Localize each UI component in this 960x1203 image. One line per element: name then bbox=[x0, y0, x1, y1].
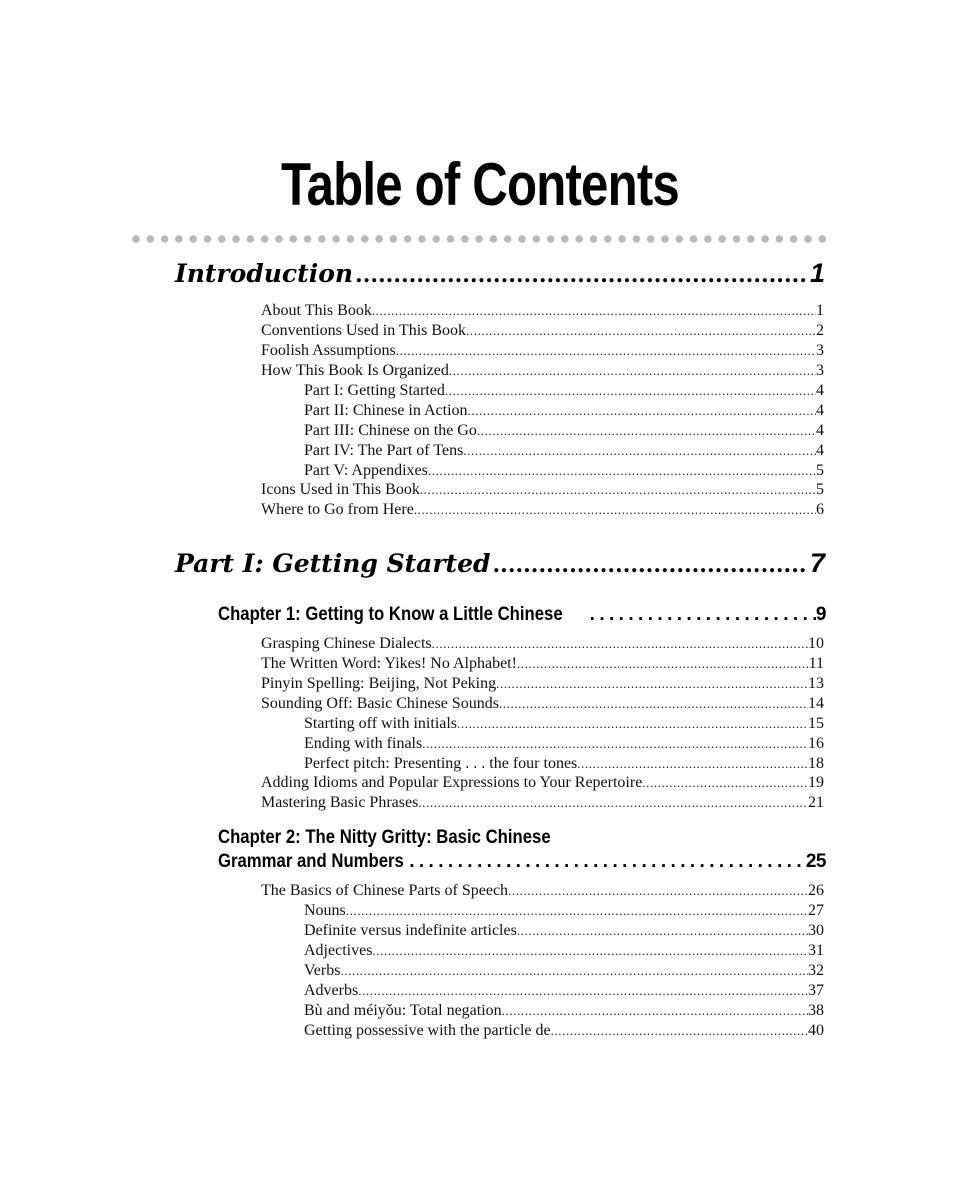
toc-entry[interactable] bbox=[261, 773, 824, 793]
entry-label: Part III: Chinese on the Go bbox=[304, 422, 477, 439]
entry-label: Nouns bbox=[304, 902, 346, 919]
toc-entry[interactable] bbox=[261, 694, 824, 714]
toc-entry[interactable] bbox=[304, 714, 824, 734]
toc-entry[interactable] bbox=[261, 654, 824, 674]
dot-leader bbox=[428, 461, 816, 481]
toc-entry[interactable] bbox=[304, 441, 824, 461]
toc-entry[interactable] bbox=[304, 1021, 824, 1041]
dotted-divider bbox=[131, 234, 831, 244]
page-number: 31 bbox=[808, 942, 824, 959]
page-number: 32 bbox=[808, 962, 824, 979]
toc-chapter-2[interactable] bbox=[218, 826, 826, 874]
dot-leader bbox=[508, 881, 808, 901]
toc-entry[interactable] bbox=[304, 401, 824, 421]
toc-part-introduction[interactable] bbox=[175, 258, 825, 289]
page-number: 13 bbox=[808, 675, 824, 692]
entry-label: Ending with finals bbox=[304, 735, 423, 752]
toc-entry[interactable] bbox=[304, 981, 824, 1001]
toc-entry[interactable] bbox=[304, 381, 824, 401]
toc-chapter-1[interactable] bbox=[218, 603, 826, 627]
page-number: 5 bbox=[816, 462, 824, 479]
page-number: 16 bbox=[808, 735, 824, 752]
toc-entry[interactable] bbox=[304, 1001, 824, 1021]
entry-label: Grasping Chinese Dialects bbox=[261, 635, 432, 652]
dot-leader bbox=[355, 262, 808, 288]
dot-leader bbox=[396, 341, 816, 361]
toc-entry[interactable] bbox=[304, 461, 824, 481]
toc-entry[interactable] bbox=[261, 793, 824, 813]
page-number: 10 bbox=[808, 635, 824, 652]
entry-label: Perfect pitch: Presenting . . . the four tones bbox=[304, 755, 578, 772]
toc-entry[interactable] bbox=[304, 421, 824, 441]
dot-leader bbox=[422, 734, 808, 754]
dot-leader bbox=[466, 321, 816, 341]
page-number: 30 bbox=[808, 922, 824, 939]
entry-label: Sounding Off: Basic Chinese Sounds bbox=[261, 695, 499, 712]
toc-entry[interactable] bbox=[261, 634, 824, 654]
entry-label: Getting possessive with the particle de bbox=[304, 1022, 551, 1039]
entry-label: Bù and méiyǒu: Total negation bbox=[304, 1002, 502, 1019]
toc-entry[interactable] bbox=[304, 754, 824, 774]
dot-leader bbox=[642, 773, 808, 793]
dot-leader bbox=[340, 961, 808, 981]
dot-leader bbox=[372, 301, 816, 321]
page-number: 21 bbox=[808, 794, 824, 811]
toc-entry[interactable] bbox=[261, 301, 824, 321]
toc-entry[interactable] bbox=[304, 961, 824, 981]
dot-leader bbox=[457, 714, 808, 734]
toc-entry[interactable] bbox=[261, 321, 824, 341]
part-label: Part I: Getting Started bbox=[175, 549, 491, 578]
toc-entry[interactable] bbox=[261, 480, 824, 500]
page-number: 4 bbox=[816, 382, 824, 399]
dot-leader bbox=[577, 754, 808, 774]
toc-entry[interactable] bbox=[261, 500, 824, 520]
entry-label: Pinyin Spelling: Beijing, Not Peking bbox=[261, 675, 497, 692]
toc-entry[interactable] bbox=[304, 901, 824, 921]
toc-entry[interactable] bbox=[261, 361, 824, 381]
entry-label: Mastering Basic Phrases bbox=[261, 794, 419, 811]
entry-label: Verbs bbox=[304, 962, 341, 979]
entry-label: Definite versus indefinite articles bbox=[304, 922, 517, 939]
dot-leader bbox=[463, 441, 816, 461]
entry-label: Icons Used in This Book bbox=[261, 481, 420, 498]
toc-entry[interactable] bbox=[304, 921, 824, 941]
dot-leader bbox=[517, 654, 809, 674]
page-number: 26 bbox=[808, 882, 824, 899]
entry-label: Conventions Used in This Book bbox=[261, 322, 467, 339]
dot-leader bbox=[409, 850, 806, 874]
entry-label: Adverbs bbox=[304, 982, 359, 999]
page-number: 38 bbox=[808, 1002, 824, 1019]
page-number: 9 bbox=[815, 604, 826, 625]
dot-leader bbox=[414, 500, 816, 520]
toc-entry[interactable] bbox=[261, 341, 824, 361]
dot-leader bbox=[420, 480, 816, 500]
entry-label: How This Book Is Organized bbox=[261, 362, 449, 379]
page-number: 27 bbox=[808, 902, 824, 919]
entry-label: About This Book bbox=[261, 302, 372, 319]
page-number: 1 bbox=[809, 258, 825, 288]
dot-leader bbox=[493, 552, 808, 578]
entry-label: The Written Word: Yikes! No Alphabet! bbox=[261, 655, 517, 672]
entry-label: Part V: Appendixes bbox=[304, 462, 428, 479]
page-number: 4 bbox=[816, 422, 824, 439]
page-number: 4 bbox=[816, 442, 824, 459]
page-number: 25 bbox=[805, 851, 826, 872]
page-number: 37 bbox=[808, 982, 824, 999]
toc-entry[interactable] bbox=[304, 734, 824, 754]
dot-leader bbox=[590, 603, 816, 627]
dot-leader bbox=[445, 381, 816, 401]
dot-leader bbox=[449, 361, 816, 381]
entry-label: Adjectives bbox=[304, 942, 373, 959]
page-number: 6 bbox=[816, 501, 824, 518]
page-number: 1 bbox=[816, 302, 824, 319]
toc-entry[interactable] bbox=[261, 881, 824, 901]
page-title: Table of Contents bbox=[281, 151, 679, 218]
page-number: 2 bbox=[816, 322, 824, 339]
entry-label: Part IV: The Part of Tens bbox=[304, 442, 464, 459]
page-number: 3 bbox=[816, 342, 824, 359]
dot-leader bbox=[502, 1001, 808, 1021]
dot-leader bbox=[418, 793, 808, 813]
page-number: 3 bbox=[816, 362, 824, 379]
entry-label: Part II: Chinese in Action bbox=[304, 402, 468, 419]
page-number: 40 bbox=[808, 1022, 824, 1039]
entry-label: Starting off with initials bbox=[304, 715, 458, 732]
page-number: 14 bbox=[808, 695, 824, 712]
chapter-label: Chapter 1: Getting to Know a Little Chinese bbox=[218, 604, 563, 625]
entry-label: Adding Idioms and Popular Expressions to Your Repertoire bbox=[261, 774, 643, 791]
page-number: 5 bbox=[816, 481, 824, 498]
dot-leader bbox=[372, 941, 808, 961]
page-number: 11 bbox=[808, 655, 824, 672]
toc-entry[interactable] bbox=[261, 674, 824, 694]
page-number: 7 bbox=[809, 548, 825, 578]
dot-leader bbox=[358, 981, 808, 1001]
chapter-label-line1: Chapter 2: The Nitty Gritty: Basic Chinese bbox=[218, 827, 551, 848]
dot-leader bbox=[499, 694, 808, 714]
dot-leader bbox=[477, 421, 816, 441]
page-number: 19 bbox=[808, 774, 824, 791]
entry-label: Part I: Getting Started bbox=[304, 382, 445, 399]
dot-leader bbox=[551, 1021, 808, 1041]
page-number: 15 bbox=[808, 715, 824, 732]
dot-leader bbox=[517, 921, 808, 941]
dot-leader bbox=[432, 634, 808, 654]
entry-label: The Basics of Chinese Parts of Speech bbox=[261, 882, 509, 899]
entry-label: Where to Go from Here bbox=[261, 501, 414, 518]
page-number: 18 bbox=[808, 755, 824, 772]
toc-entry[interactable] bbox=[304, 941, 824, 961]
entry-label: Foolish Assumptions bbox=[261, 342, 396, 359]
dot-leader bbox=[346, 901, 808, 921]
dot-leader bbox=[496, 674, 808, 694]
part-label: Introduction bbox=[175, 259, 354, 288]
toc-part-1[interactable] bbox=[175, 548, 825, 579]
chapter-label-line2: Grammar and Numbers bbox=[218, 851, 404, 872]
page-number: 4 bbox=[816, 402, 824, 419]
dot-leader bbox=[468, 401, 816, 421]
